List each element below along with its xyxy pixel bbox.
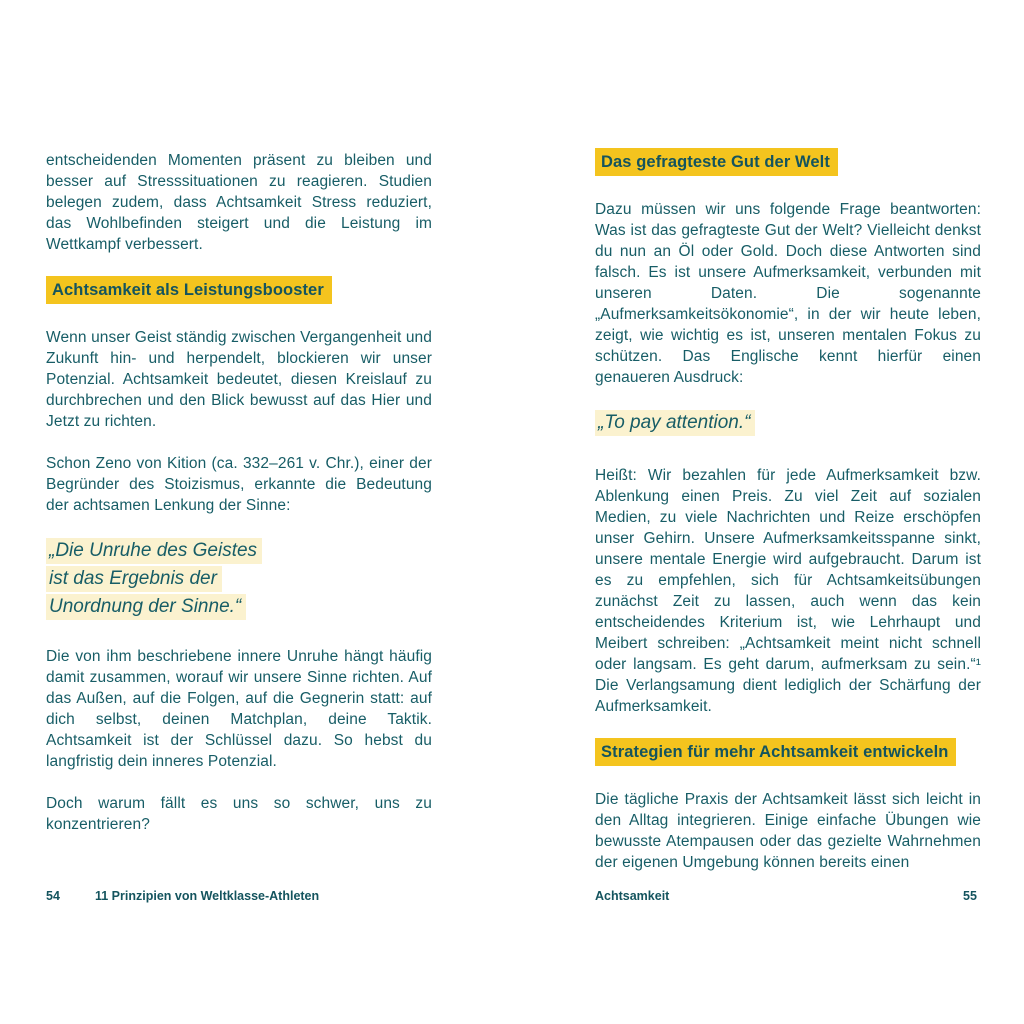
right-heading-row-1 xyxy=(595,148,981,176)
page-number-right: 55 xyxy=(963,889,977,903)
left-heading-row xyxy=(46,276,432,304)
left-intro-paragraph: entscheidenden Momenten präsent zu bleiben und besser auf Stresssituationen zu reagieren. Studien belegen zudem, dass Achtsamkeit Stress reduziert, das Wohlbefinden steigert und die Leistung im Wettkampf verbessert. xyxy=(46,152,432,253)
section-heading-leistungsbooster: Achtsamkeit als Leistungsbooster xyxy=(46,276,332,304)
right-heading-row-2 xyxy=(595,738,981,766)
quote-line-3 xyxy=(46,593,432,620)
running-title-left: 11 Prinzipien von Weltklasse-Athleten xyxy=(95,889,320,903)
running-title-right: Achtsamkeit xyxy=(595,889,670,903)
right-paragraph-2: Heißt: Wir bezahlen für jede Aufmerksamkeit bzw. Ablenkung einen Preis. Zu viel Zeit auf sozialen Medien, zu viele Nachrichten und Reize erschöpfen unser Gehirn. Unsere Aufmerksamkeitsspanne sinkt, unsere mentale Energie wird aufgebraucht. Darum ist es zu empfehlen, sich für Achtsamkeitsübungen zunächst Zeit zu lassen, auch wenn das kein entscheidendes Kriterium ist, wie Lehrhaupt und Meibert schreiben: „Achtsamkeit meint nicht schnell oder langsam. Es geht darum, aufmerksam zu sein.“¹ Die Verlangsamung dient lediglich der Schärfung der Aufmerksamkeit. xyxy=(595,467,981,715)
attention-quote xyxy=(595,409,981,436)
left-paragraph-2: Schon Zeno von Kition (ca. 332–261 v. Chr.), einer der Begründer des Stoizismus, erkannte die Bedeutung der achtsamen Lenkung der Sinne: xyxy=(46,455,432,514)
right-paragraph-1: Dazu müssen wir uns folgende Frage beantworten: Was ist das gefragteste Gut der Welt? Vielleicht denkst du nun an Öl oder Gold. Doch diese Antworten sind falsch. Es ist unsere Aufmerksamkeit, verbunden mit unseren Daten. Die sogenannte „Aufmerksamkeitsökonomie“, in der wir heute leben, zeigt, wie wichtig es ist, unseren mentalen Fokus zu schützen. Das Englische kennt hierfür einen genaueren Ausdruck: xyxy=(595,201,981,386)
attention-quote-text: „To pay attention.“ xyxy=(595,410,755,436)
page-right-column xyxy=(595,148,981,894)
quote-line-1 xyxy=(46,537,432,564)
quote-line-2 xyxy=(46,565,432,592)
quote-line-1-text: „Die Unruhe des Geistes xyxy=(46,538,262,564)
right-paragraph-3: Die tägliche Praxis der Achtsamkeit lässt sich leicht in den Alltag integrieren. Einige einfache Übungen wie bewusste Atempausen oder das gezielte Wahrnehmen der eigenen Umgebung können bereits einen xyxy=(595,791,981,871)
left-paragraph-1: Wenn unser Geist ständig zwischen Vergangenheit und Zukunft hin- und herpendelt, blockieren wir unser Potenzial. Achtsamkeit bedeutet, diesen Kreislauf zu durchbrechen und den Blick bewusst auf das Hier und Jetzt zu richten. xyxy=(46,329,432,430)
left-paragraph-3: Die von ihm beschriebene innere Unruhe hängt häufig damit zusammen, worauf wir unsere Sinne richten. Auf das Außen, auf die Folgen, auf die Gegnerin statt: auf dich selbst, deinen Matchplan, deine Taktik. Achtsamkeit ist der Schlüssel dazu. So hebst du langfristig dein inneres Potenzial. xyxy=(46,648,432,770)
section-heading-strategien: Strategien für mehr Achtsamkeit entwickeln xyxy=(595,738,956,766)
section-heading-gefragtestes-gut: Das gefragteste Gut der Welt xyxy=(595,148,838,176)
quote-line-2-text: ist das Ergebnis der xyxy=(46,566,222,592)
page-number-left: 54 xyxy=(46,889,60,903)
page-left-column xyxy=(46,150,432,856)
zeno-quote xyxy=(46,537,432,620)
quote-line-3-text: Unordnung der Sinne.“ xyxy=(46,594,246,620)
left-paragraph-4: Doch warum fällt es uns so schwer, uns zu konzentrieren? xyxy=(46,795,432,833)
